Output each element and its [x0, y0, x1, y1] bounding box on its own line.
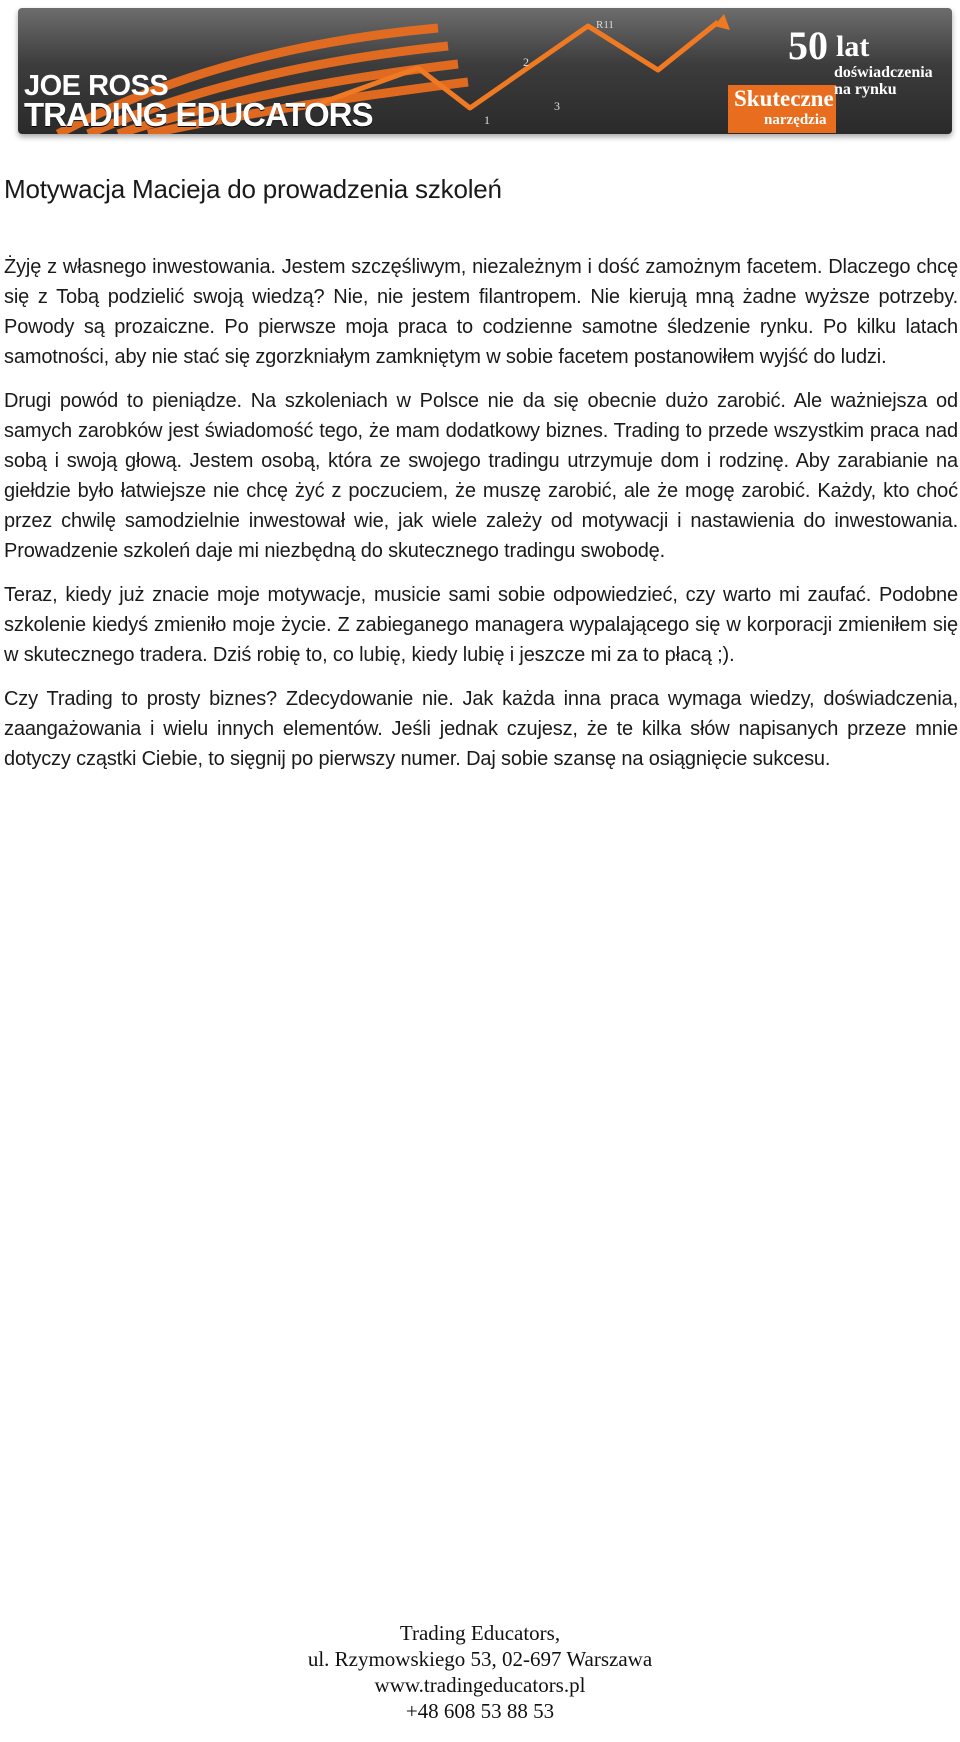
- paragraph: Żyję z własnego inwestowania. Jestem szczęśliwym, niezależnym i dość zamożnym facetem. Dlaczego chcę się z Tobą podzielić swoją wiedzą? Nie, nie jestem filantropem. Nie kierują mną żadne wyższe potrzeby. Powody są prozaiczne. Po pierwsze moja praca to codzienne samotne śledzenie rynku. Po kilku latach samotności, aby nie stać się zgorzkniałym zamkniętym w sobie facetem postanowiłem wyjść do ludzi.: [4, 256, 958, 368]
- header-banner: [18, 8, 952, 134]
- badge-number: 50: [788, 23, 828, 68]
- chart-mark-right: 3: [554, 99, 560, 113]
- paragraph: Teraz, kiedy już znacie moje motywacje, musicie sami sobie odpowiedzieć, czy warto mi zaufać. Podobne szkolenie kiedyś zmieniło moje życie. Z zabieganego managera wypalającego się w korporacji zmieniłem się w skutecznego tradera. Dziś robię to, co lubię, kiedy lubię i jeszcze mi za to płacą ;).: [4, 584, 958, 666]
- badge-word-2: narzędzia: [764, 112, 827, 128]
- paragraph: Czy Trading to prosty biznes? Zdecydowanie nie. Jak każda inna praca wymaga wiedzy, doświadczenia, zaangażowania i wielu innych elementów. Jeśli jednak czujesz, że te kilka słów napisanych przeze mnie dotyczy cząstki Ciebie, to sięgnij po pierwszy numer. Daj sobie szansę na osiągnięcie sukcesu.: [4, 688, 958, 770]
- article: [4, 172, 958, 788]
- brand-line-2: TRADING EDUCATORS: [24, 96, 373, 133]
- badge-text: doświadczenia na rynku: [834, 64, 933, 98]
- badge-word-1: Skuteczne: [734, 86, 834, 111]
- badge-unit: lat: [836, 30, 870, 63]
- footer-phone: +48 608 53 88 53: [405, 1699, 555, 1723]
- footer-address: ul. Rzymowskiego 53, 02-697 Warszawa: [307, 1647, 653, 1671]
- article-title: Motywacja Macieja do prowadzenia szkoleń: [4, 174, 502, 204]
- brand-line-1: JOE ROSS: [24, 70, 169, 102]
- paragraph: Drugi powód to pieniądze. Na szkoleniach w Polsce nie da się obecnie dużo zarobić. Ale ważniejsza od samych zarobków jest świadomość tego, że mam dodatkowy biznes. Trading to przede wszystkim praca nad sobą i swoją głową. Jestem osobą, która ze swojego tradingu utrzymuje dom i rodzinę. Aby zarabianie na giełdzie było łatwiejsze nie chcę żyć z poczuciem, że muszę zarobić, ale że mogę zarobić. Każdy, kto choć przez chwilę samodzielnie inwestował wie, jak wiele zależy od motywacji i nastawienia do inwestowania. Prowadzenie szkoleń daje mi niezbędną do skutecznego tradingu swobodę.: [4, 390, 958, 562]
- footer-website[interactable]: www.tradingeducators.pl: [374, 1673, 586, 1697]
- chart-mark-top: R11: [596, 19, 614, 31]
- footer: [0, 1620, 960, 1724]
- chart-mark-middle: 2: [523, 55, 529, 69]
- chart-mark-left: 1: [484, 113, 490, 127]
- footer-company: Trading Educators,: [399, 1621, 561, 1645]
